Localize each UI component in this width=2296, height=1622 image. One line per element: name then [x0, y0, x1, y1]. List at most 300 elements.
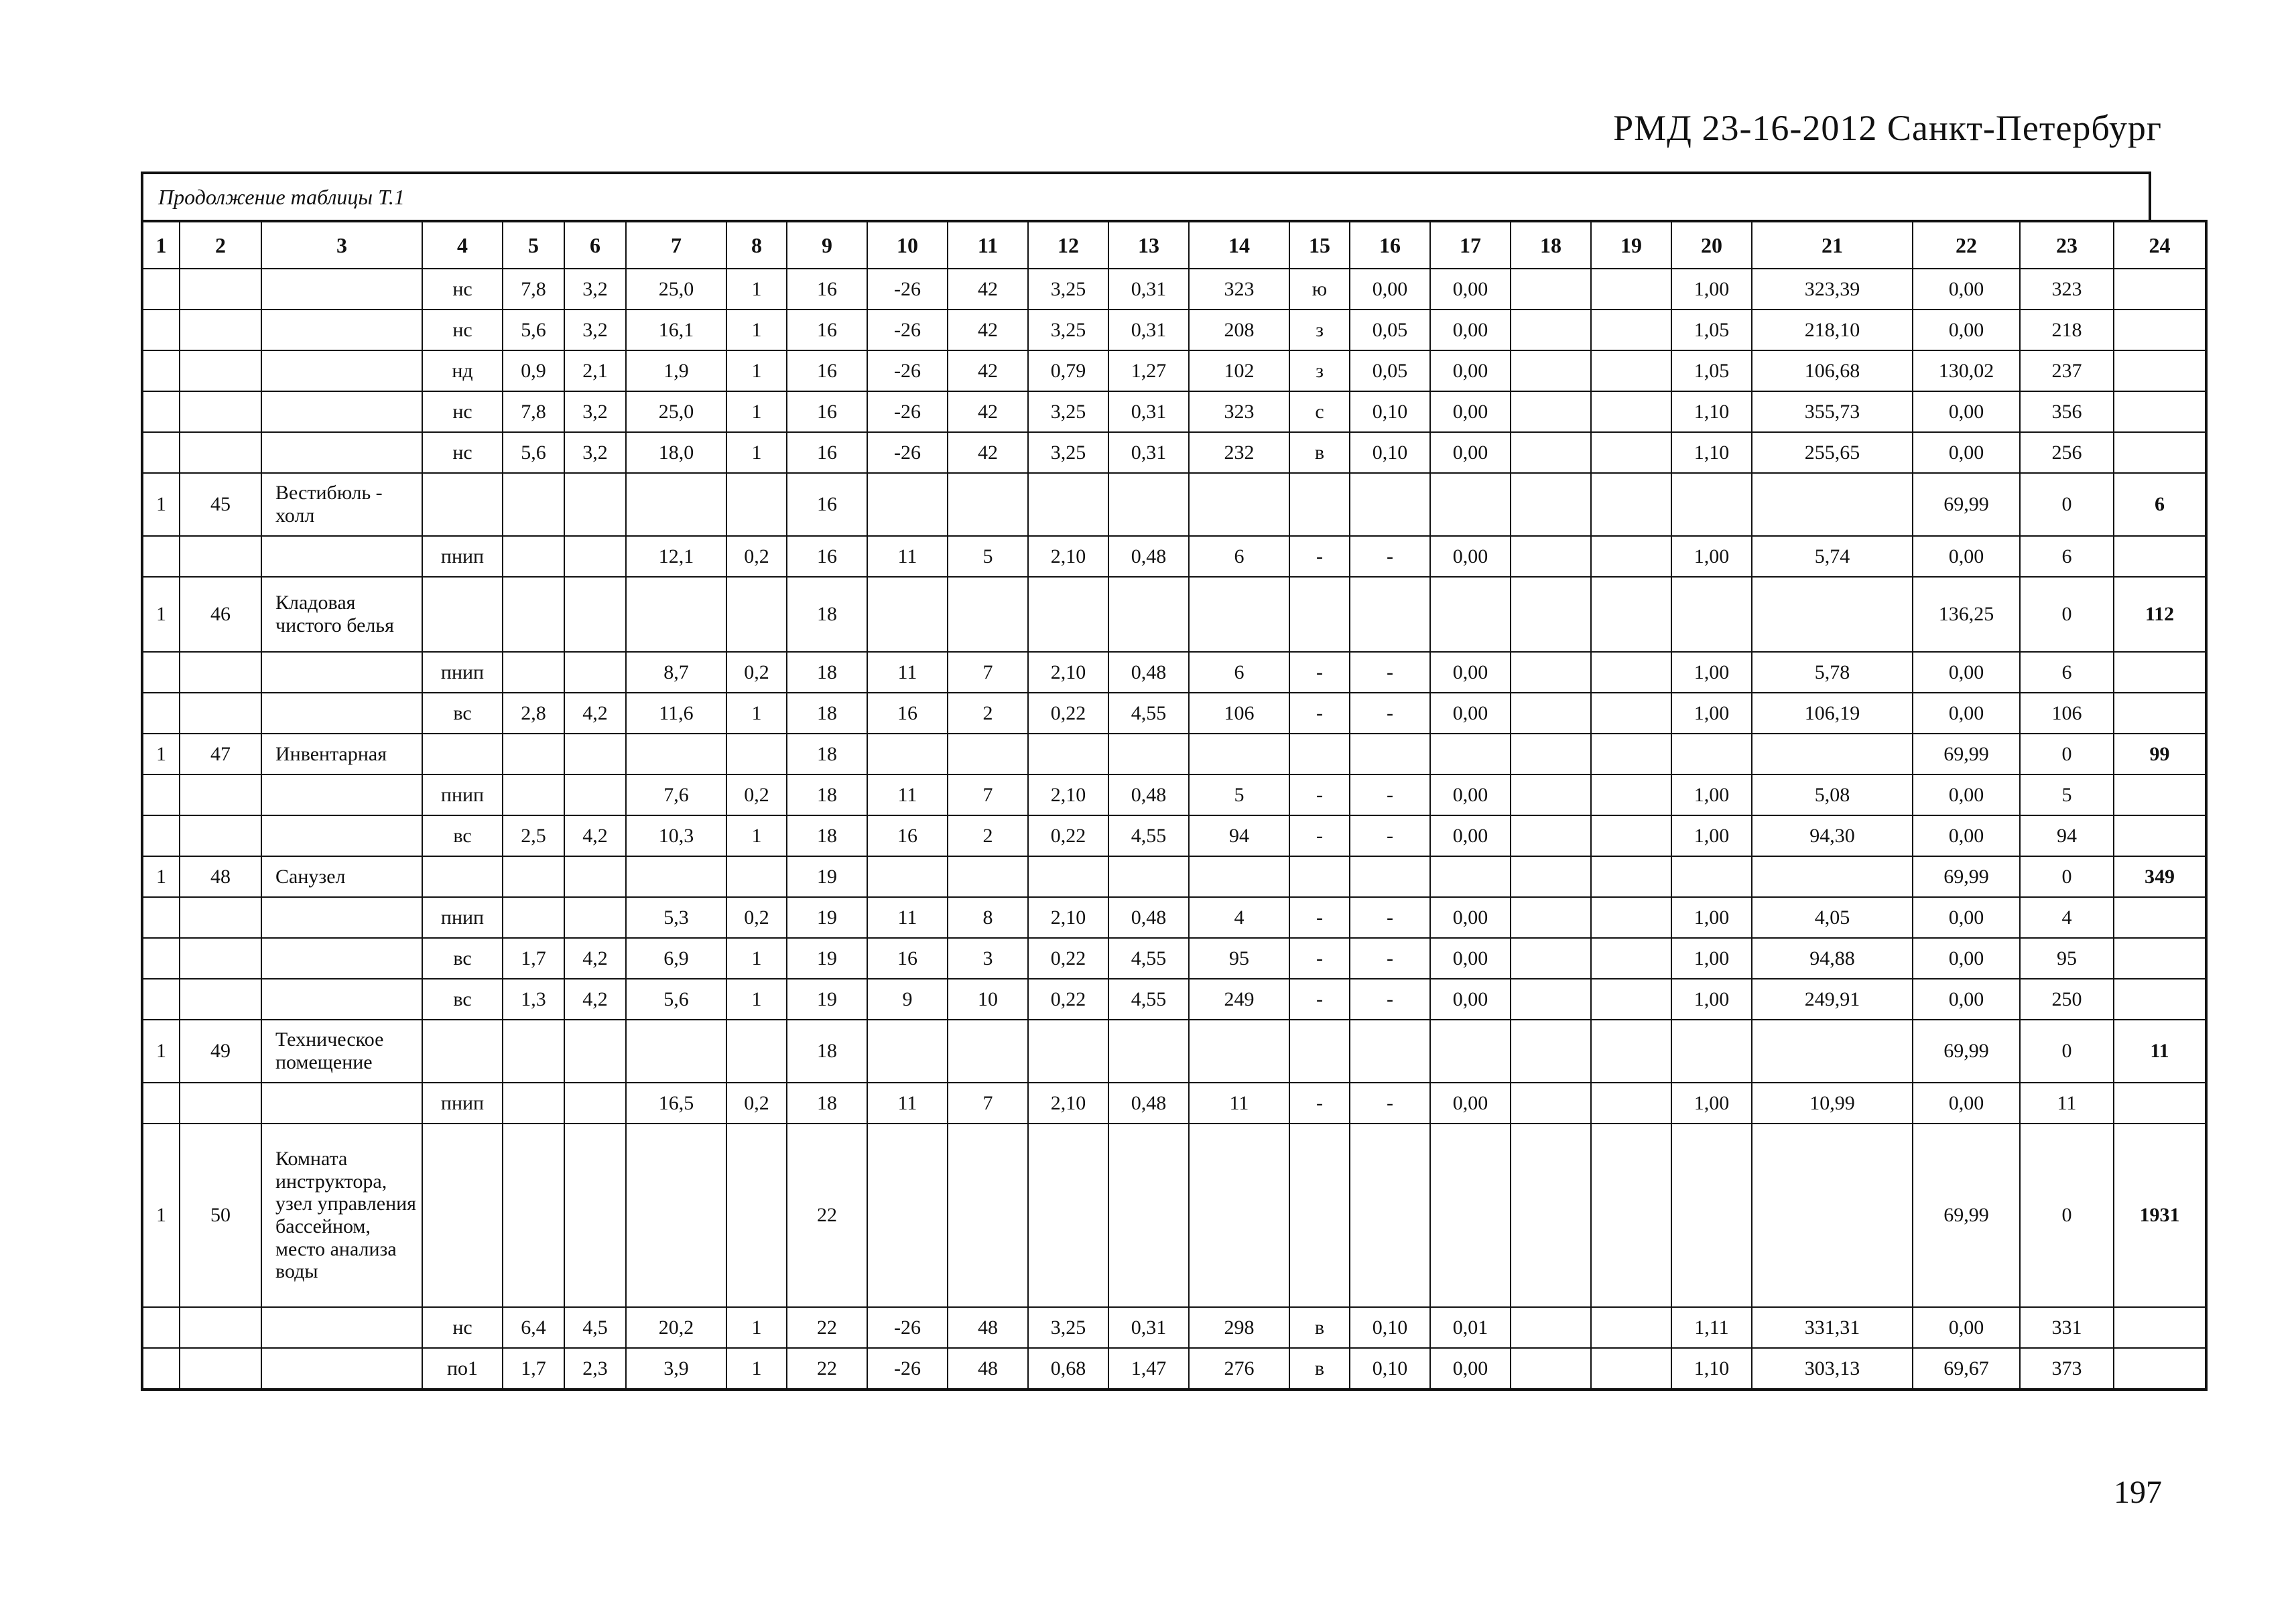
table-cell: пнип — [422, 897, 503, 938]
table-cell — [1511, 1307, 1591, 1348]
table-cell: 0,00 — [1913, 1307, 2020, 1348]
table-cell: 5,78 — [1752, 652, 1913, 693]
column-header: 12 — [1028, 221, 1108, 269]
table-cell: 0,00 — [1430, 269, 1511, 310]
table-cell: 323 — [2020, 269, 2114, 310]
column-header: 2 — [180, 221, 261, 269]
table-cell: 95 — [1189, 938, 1289, 979]
table-cell: 1 — [726, 815, 787, 856]
table-cell: 0,48 — [1108, 897, 1189, 938]
table-cell — [261, 938, 422, 979]
table-cell — [422, 577, 503, 652]
table-cell — [867, 577, 948, 652]
table-cell — [1511, 734, 1591, 774]
table-cell: 3,2 — [564, 391, 626, 432]
table-cell: 16 — [787, 391, 867, 432]
table-cell: вс — [422, 693, 503, 734]
table-cell — [261, 269, 422, 310]
table-cell: нс — [422, 310, 503, 350]
table-cell — [142, 269, 180, 310]
table-cell: 94,88 — [1752, 938, 1913, 979]
table-cell — [503, 1020, 564, 1083]
table-cell: 6 — [2020, 536, 2114, 577]
table-cell — [1108, 577, 1189, 652]
table-cell: 1 — [142, 856, 180, 897]
table-cell: Вестибюль - холл — [261, 473, 422, 536]
table-cell — [948, 1124, 1028, 1307]
table-cell — [180, 693, 261, 734]
table-cell: 2,10 — [1028, 652, 1108, 693]
table-cell: 49 — [180, 1020, 261, 1083]
table-cell — [261, 979, 422, 1020]
table-cell: 11 — [867, 652, 948, 693]
table-cell: 0,48 — [1108, 1083, 1189, 1124]
table-cell — [867, 473, 948, 536]
table-cell: 276 — [1189, 1348, 1289, 1390]
table-cell — [1671, 856, 1752, 897]
table-cell — [1591, 473, 1671, 536]
table-cell: 2 — [948, 815, 1028, 856]
table-cell — [180, 536, 261, 577]
table-cell: 4 — [2020, 897, 2114, 938]
table-cell: - — [1350, 897, 1430, 938]
table-cell: 0,22 — [1028, 693, 1108, 734]
table-cell: 16 — [867, 693, 948, 734]
table-cell: 0,00 — [1430, 897, 1511, 938]
column-header: 9 — [787, 221, 867, 269]
table-cell: 0,2 — [726, 897, 787, 938]
table-cell: 0,00 — [1430, 815, 1511, 856]
table-cell: 1,00 — [1671, 269, 1752, 310]
table-cell: 0,00 — [1430, 938, 1511, 979]
table-cell — [564, 1020, 626, 1083]
table-cell: 1,00 — [1671, 815, 1752, 856]
table-cell — [1028, 734, 1108, 774]
table-cell: 112 — [2114, 577, 2206, 652]
table-cell: 5,6 — [503, 432, 564, 473]
table-cell — [626, 734, 726, 774]
table-cell: 3 — [948, 938, 1028, 979]
column-header: 11 — [948, 221, 1028, 269]
table-cell: 323 — [1189, 269, 1289, 310]
table-cell — [2114, 1348, 2206, 1390]
table-cell: 50 — [180, 1124, 261, 1307]
table-cell: 3,25 — [1028, 391, 1108, 432]
table-row — [142, 1083, 2206, 1124]
table-cell — [1591, 432, 1671, 473]
table-cell: 1 — [726, 938, 787, 979]
table-cell: 5 — [2020, 774, 2114, 815]
table-cell — [626, 856, 726, 897]
table-cell: - — [1289, 1083, 1350, 1124]
table-cell: 0,00 — [1430, 310, 1511, 350]
table-cell: 9 — [867, 979, 948, 1020]
table-cell: 1,00 — [1671, 693, 1752, 734]
table-cell — [180, 1348, 261, 1390]
table-cell — [1289, 1124, 1350, 1307]
table-cell: 16 — [867, 938, 948, 979]
table-cell — [180, 774, 261, 815]
table-cell: 0 — [2020, 473, 2114, 536]
table-cell: пнип — [422, 652, 503, 693]
table-cell: в — [1289, 432, 1350, 473]
table-cell: 3,25 — [1028, 269, 1108, 310]
table-cell — [142, 310, 180, 350]
table-row — [142, 1348, 2206, 1390]
table-cell: 19 — [787, 856, 867, 897]
table-cell: - — [1289, 815, 1350, 856]
table-cell: 11 — [2114, 1020, 2206, 1083]
table-cell: 19 — [787, 938, 867, 979]
table-cell — [422, 1124, 503, 1307]
table-cell — [1189, 577, 1289, 652]
table-cell — [503, 652, 564, 693]
table-cell: 8 — [948, 897, 1028, 938]
table-cell: 4,2 — [564, 815, 626, 856]
table-cell — [261, 391, 422, 432]
table-row — [142, 693, 2206, 734]
table-cell: 218,10 — [1752, 310, 1913, 350]
table-cell — [1752, 473, 1913, 536]
table-cell: 0,00 — [1913, 310, 2020, 350]
table-cell — [261, 1348, 422, 1390]
table-row — [142, 269, 2206, 310]
table-cell — [2114, 897, 2206, 938]
table-cell — [142, 774, 180, 815]
table-cell: 95 — [2020, 938, 2114, 979]
table-cell: 0,48 — [1108, 774, 1189, 815]
table-cell — [2114, 350, 2206, 391]
table-cell: 0,10 — [1350, 1348, 1430, 1390]
column-header: 14 — [1189, 221, 1289, 269]
table-cell: 2,8 — [503, 693, 564, 734]
table-cell: -26 — [867, 1307, 948, 1348]
table-cell: 0,00 — [1913, 269, 2020, 310]
table-cell — [1671, 1124, 1752, 1307]
table-cell — [1752, 734, 1913, 774]
table-cell: 1 — [142, 1020, 180, 1083]
table-cell — [180, 350, 261, 391]
table-cell: Комната инструктора, узел управления бассейном, место анализа воды — [261, 1124, 422, 1307]
table-cell — [1671, 734, 1752, 774]
table-cell: 356 — [2020, 391, 2114, 432]
table-cell — [1430, 473, 1511, 536]
table-cell — [142, 536, 180, 577]
room-row — [142, 734, 2206, 774]
table-cell — [564, 897, 626, 938]
column-header: 15 — [1289, 221, 1350, 269]
table-cell: 298 — [1189, 1307, 1289, 1348]
table-cell: 11 — [867, 897, 948, 938]
table-cell — [564, 577, 626, 652]
table-cell: 0,01 — [1430, 1307, 1511, 1348]
table-cell: 1,00 — [1671, 1083, 1752, 1124]
table-cell — [180, 310, 261, 350]
table-cell: 1,00 — [1671, 938, 1752, 979]
table-cell — [1350, 1020, 1430, 1083]
table-cell: 0 — [2020, 1124, 2114, 1307]
table-cell — [2114, 652, 2206, 693]
table-cell: 0 — [2020, 577, 2114, 652]
table-cell: нс — [422, 269, 503, 310]
table-cell: -26 — [867, 391, 948, 432]
table-cell: 7,6 — [626, 774, 726, 815]
table-cell: 0,00 — [1913, 938, 2020, 979]
table-cell: Санузел — [261, 856, 422, 897]
table-cell: 94 — [2020, 815, 2114, 856]
table-cell: 11,6 — [626, 693, 726, 734]
table-cell — [867, 1020, 948, 1083]
table-cell: 0,79 — [1028, 350, 1108, 391]
table-cell — [867, 856, 948, 897]
table-cell — [503, 856, 564, 897]
table-cell: з — [1289, 350, 1350, 391]
table-cell: - — [1289, 652, 1350, 693]
table-cell: -26 — [867, 310, 948, 350]
table-cell: 3,2 — [564, 310, 626, 350]
table-cell: -26 — [867, 350, 948, 391]
table-cell: 303,13 — [1752, 1348, 1913, 1390]
table-cell — [2114, 536, 2206, 577]
table-cell — [180, 979, 261, 1020]
table-cell — [142, 432, 180, 473]
table-cell: 1,3 — [503, 979, 564, 1020]
table-cell: 20,2 — [626, 1307, 726, 1348]
table-cell — [142, 897, 180, 938]
table-caption: Продолжение таблицы Т.1 — [141, 172, 2151, 220]
table-cell: 2 — [948, 693, 1028, 734]
table-cell: 7,8 — [503, 269, 564, 310]
table-cell — [503, 1083, 564, 1124]
table-cell: 18 — [787, 652, 867, 693]
table-cell — [180, 1083, 261, 1124]
table-cell — [180, 897, 261, 938]
table-cell — [1591, 1083, 1671, 1124]
table-cell: 16,1 — [626, 310, 726, 350]
table-cell: 11 — [2020, 1083, 2114, 1124]
table-cell — [261, 310, 422, 350]
table-cell: 249 — [1189, 979, 1289, 1020]
table-cell: 0,2 — [726, 1083, 787, 1124]
column-header: 1 — [142, 221, 180, 269]
table-cell — [948, 856, 1028, 897]
table-cell — [1028, 577, 1108, 652]
table-cell — [726, 473, 787, 536]
column-header: 18 — [1511, 221, 1591, 269]
table-cell — [142, 391, 180, 432]
table-cell: 3,2 — [564, 269, 626, 310]
table-cell — [1671, 473, 1752, 536]
table-cell: 0 — [2020, 1020, 2114, 1083]
table-cell: 0,10 — [1350, 432, 1430, 473]
room-row — [142, 473, 2206, 536]
table-cell — [142, 1348, 180, 1390]
table-cell — [1511, 1083, 1591, 1124]
table-cell — [1511, 536, 1591, 577]
table-cell — [948, 734, 1028, 774]
table-cell — [1591, 652, 1671, 693]
table-cell — [1591, 979, 1671, 1020]
table-cell — [142, 652, 180, 693]
table-cell: 94 — [1189, 815, 1289, 856]
table-cell: 48 — [948, 1307, 1028, 1348]
table-cell — [1289, 473, 1350, 536]
table-cell: 0,05 — [1350, 310, 1430, 350]
table-cell — [2114, 774, 2206, 815]
table-cell: 7,8 — [503, 391, 564, 432]
table-cell: 0,00 — [1913, 432, 2020, 473]
table-cell: Кладовая чистого белья — [261, 577, 422, 652]
table-cell — [867, 734, 948, 774]
table-cell — [142, 1083, 180, 1124]
table-cell — [1108, 856, 1189, 897]
table-cell — [1752, 1124, 1913, 1307]
table-cell: - — [1289, 979, 1350, 1020]
table-cell — [1752, 1020, 1913, 1083]
table-cell: 18 — [787, 774, 867, 815]
table-cell: 6 — [2114, 473, 2206, 536]
table-cell — [1591, 856, 1671, 897]
table-cell: 4,2 — [564, 693, 626, 734]
table-cell: 0,2 — [726, 536, 787, 577]
table-cell: 323 — [1189, 391, 1289, 432]
table-row — [142, 536, 2206, 577]
table-cell — [726, 1020, 787, 1083]
table-cell: 1 — [142, 1124, 180, 1307]
table-cell: 323,39 — [1752, 269, 1913, 310]
table-cell: пнип — [422, 1083, 503, 1124]
table-cell: 3,25 — [1028, 310, 1108, 350]
table-cell: 18 — [787, 1083, 867, 1124]
table-cell: нс — [422, 1307, 503, 1348]
table-cell: 6,9 — [626, 938, 726, 979]
table-cell: 16,5 — [626, 1083, 726, 1124]
table-cell: з — [1289, 310, 1350, 350]
table-cell — [142, 693, 180, 734]
table-row — [142, 979, 2206, 1020]
table-cell — [1108, 1020, 1189, 1083]
column-header: 8 — [726, 221, 787, 269]
table-cell: 102 — [1189, 350, 1289, 391]
table-cell: Техническое помещение — [261, 1020, 422, 1083]
table-cell: 4,55 — [1108, 979, 1189, 1020]
table-cell: 25,0 — [626, 391, 726, 432]
table-cell: 0,10 — [1350, 1307, 1430, 1348]
table-cell: 1,00 — [1671, 979, 1752, 1020]
table-cell — [1430, 1124, 1511, 1307]
table-cell: нс — [422, 432, 503, 473]
table-cell: 1,27 — [1108, 350, 1189, 391]
table-cell: 1 — [726, 391, 787, 432]
table-cell: 2,10 — [1028, 536, 1108, 577]
table-cell: 47 — [180, 734, 261, 774]
table-cell — [2114, 432, 2206, 473]
data-table-container — [141, 172, 2180, 1391]
table-cell: 25,0 — [626, 269, 726, 310]
table-cell — [1289, 856, 1350, 897]
table-cell — [1591, 1348, 1671, 1390]
table-cell: 42 — [948, 350, 1028, 391]
table-cell: 1 — [142, 473, 180, 536]
table-cell: - — [1350, 815, 1430, 856]
table-cell — [1591, 734, 1671, 774]
table-cell — [1591, 577, 1671, 652]
table-cell: 1 — [726, 310, 787, 350]
table-cell: 16 — [787, 310, 867, 350]
table-cell: 94,30 — [1752, 815, 1913, 856]
table-cell: 1,7 — [503, 1348, 564, 1390]
table-cell — [142, 938, 180, 979]
table-cell: - — [1289, 938, 1350, 979]
table-cell: 1 — [726, 432, 787, 473]
table-cell — [1671, 577, 1752, 652]
table-row — [142, 897, 2206, 938]
table-cell: 5,3 — [626, 897, 726, 938]
table-cell: 3,2 — [564, 432, 626, 473]
table-cell — [503, 577, 564, 652]
table-cell — [1511, 473, 1591, 536]
table-cell: 1 — [726, 350, 787, 391]
table-cell: 349 — [2114, 856, 2206, 897]
table-cell: 2,1 — [564, 350, 626, 391]
table-cell: 7 — [948, 774, 1028, 815]
table-cell: 0,00 — [1913, 1083, 2020, 1124]
table-cell: 18 — [787, 693, 867, 734]
table-cell: 7 — [948, 1083, 1028, 1124]
table-cell — [2114, 1307, 2206, 1348]
column-header: 16 — [1350, 221, 1430, 269]
table-cell — [1511, 1020, 1591, 1083]
table-cell — [1511, 774, 1591, 815]
table-cell — [1752, 577, 1913, 652]
table-cell: 0,31 — [1108, 391, 1189, 432]
table-cell — [1350, 577, 1430, 652]
table-cell: 18 — [787, 577, 867, 652]
table-cell — [2114, 979, 2206, 1020]
table-cell — [1108, 1124, 1189, 1307]
table-cell: 5,08 — [1752, 774, 1913, 815]
table-cell: в — [1289, 1348, 1350, 1390]
table-cell: 0,31 — [1108, 310, 1189, 350]
table-cell: 3,25 — [1028, 432, 1108, 473]
table-cell — [1189, 856, 1289, 897]
table-cell: 331 — [2020, 1307, 2114, 1348]
table-cell: 0,31 — [1108, 432, 1189, 473]
table-cell: пнип — [422, 774, 503, 815]
table-cell — [1511, 979, 1591, 1020]
table-cell: 0,00 — [1913, 693, 2020, 734]
table-cell — [626, 577, 726, 652]
table-cell — [1591, 391, 1671, 432]
table-cell: 3,25 — [1028, 1307, 1108, 1348]
table-cell — [180, 652, 261, 693]
table-cell: 373 — [2020, 1348, 2114, 1390]
room-row — [142, 1124, 2206, 1307]
table-cell: 69,99 — [1913, 1124, 2020, 1307]
table-cell: 2,10 — [1028, 774, 1108, 815]
table-cell: 69,99 — [1913, 734, 2020, 774]
table-cell: 5,6 — [626, 979, 726, 1020]
table-cell: 1 — [726, 693, 787, 734]
table-cell — [948, 577, 1028, 652]
table-cell — [726, 734, 787, 774]
table-cell: Инвентарная — [261, 734, 422, 774]
table-cell — [261, 652, 422, 693]
table-cell: 11 — [1189, 1083, 1289, 1124]
table-cell: 1,7 — [503, 938, 564, 979]
table-cell — [726, 856, 787, 897]
table-cell: - — [1289, 536, 1350, 577]
